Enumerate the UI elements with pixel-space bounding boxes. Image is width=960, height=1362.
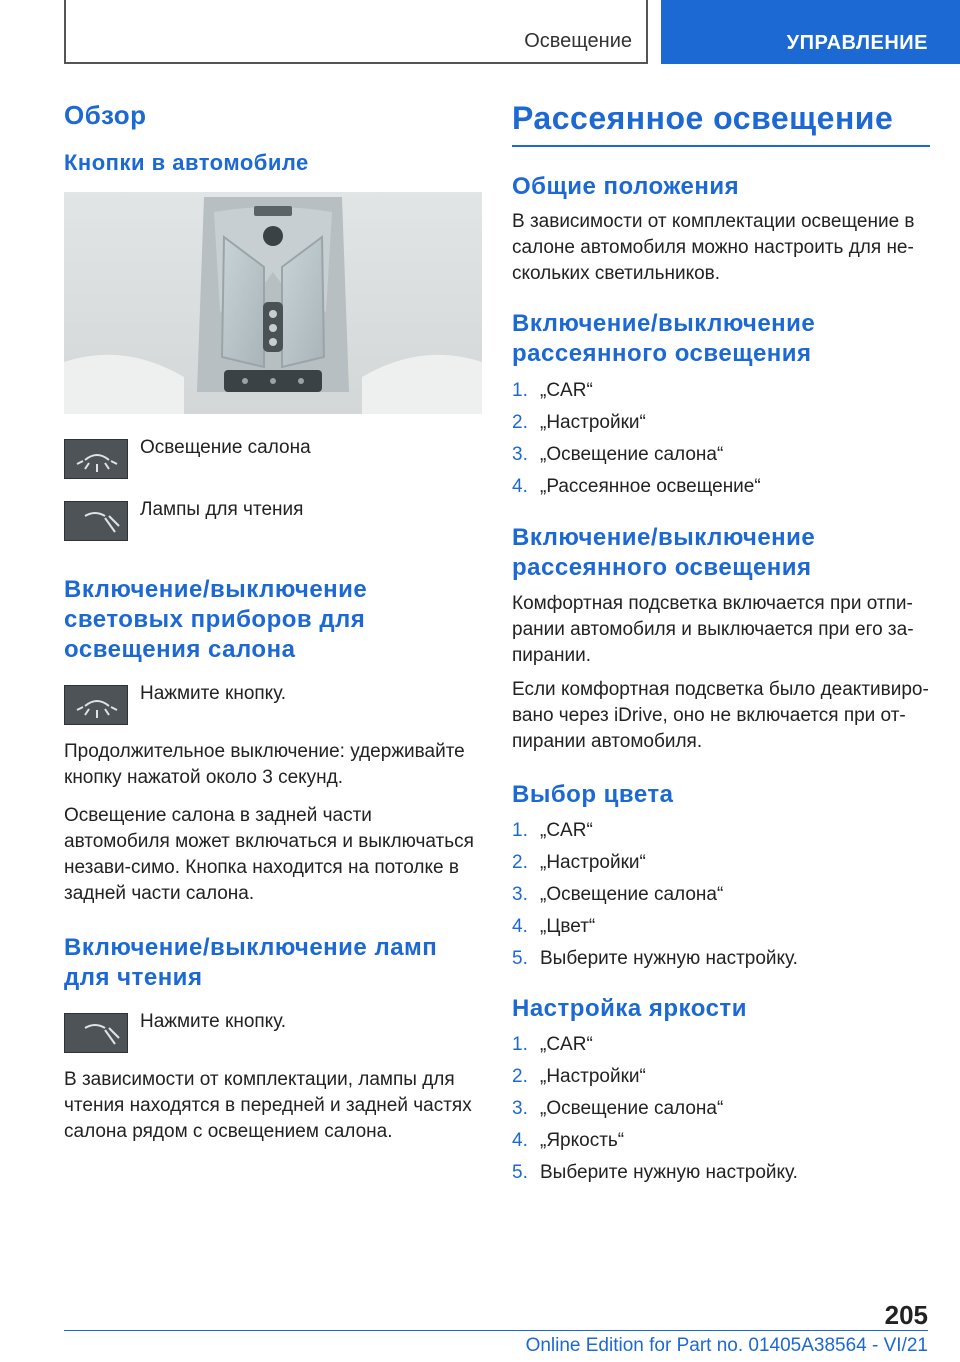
brightness-heading: Настройка яркости xyxy=(512,995,747,1022)
long-press-text: Продолжительное выключение: удерживайте кнопку нажатой около 3 секунд. xyxy=(64,741,465,788)
rear-light-text: Освещение салона в задней части автомобиля может включаться и выключаться незави-симо. Кнопка находится на потолке в задней части салона. xyxy=(64,805,474,904)
step-item: 1. „CAR“ xyxy=(512,820,593,841)
step-item: 1. „CAR“ xyxy=(512,380,593,401)
ambient-onoff-heading: Включение/выключение рассеянного освещения xyxy=(512,310,816,367)
buttons-subtitle: Кнопки в автомобиле xyxy=(64,150,309,175)
step-item: 2. „Настройки“ xyxy=(512,852,646,873)
general-heading: Общие положения xyxy=(512,173,740,200)
comfort-light-text-2: Если комфортная подсветка было деактивиро-вано через iDrive, оно не включается при от-пирании автомобиля. xyxy=(512,679,929,752)
overhead-console-photo xyxy=(64,192,482,414)
general-text: В зависимости от комплектации освещение в салоне автомобиля можно настроить для не-скольких светильников. xyxy=(512,211,915,284)
footer-divider xyxy=(64,1330,928,1331)
step-item: 2. „Настройки“ xyxy=(512,1066,646,1087)
interior-light-instruction xyxy=(64,685,482,725)
legend-reading-light xyxy=(64,501,482,541)
brightness-steps xyxy=(512,1029,930,1189)
step-item: 5. Выберите нужную настройку. xyxy=(512,1162,798,1183)
step-item: 5. Выберите нужную настройку. xyxy=(512,948,798,969)
interior-light-icon xyxy=(64,439,128,479)
header-chapter-tab xyxy=(661,0,960,64)
footer-edition: Online Edition for Part no. 01405A38564 - VI/21 xyxy=(525,1335,928,1356)
ambient-light-title: Рассеянное освещение xyxy=(512,100,930,147)
header-section-tab xyxy=(64,0,648,64)
comfort-light-text-1: Комфортная подсветка включается при отпи-рании автомобиля и выключается при его за-пирании. xyxy=(512,593,914,666)
reading-light-location-text: В зависимости от комплектации, лампы для чтения находятся в передней и задней частях салона рядом с освещением салона. xyxy=(64,1069,472,1142)
right-column xyxy=(512,100,930,1189)
step-item: 4. „Яркость“ xyxy=(512,1130,625,1151)
legend-interior-light-label: Освещение салона xyxy=(140,437,311,458)
comfort-light-heading: Включение/выключение рассеянного освещения xyxy=(512,524,816,581)
page-number: 205 xyxy=(884,1300,928,1330)
interior-light-onoff-heading: Включение/выключение световых приборов для освещения салона xyxy=(64,576,368,663)
step-item: 3. „Освещение салона“ xyxy=(512,444,724,465)
header-chapter-title: УПРАВЛЕНИЕ xyxy=(786,32,928,54)
reading-light-instruction xyxy=(64,1013,482,1053)
color-selection-steps xyxy=(512,815,930,975)
interior-light-icon xyxy=(64,685,128,725)
header-section-title: Освещение xyxy=(524,30,632,52)
step-item: 4. „Рассеянное освещение“ xyxy=(512,476,761,497)
color-selection-heading: Выбор цвета xyxy=(512,781,674,808)
overview-title: Обзор xyxy=(64,100,147,130)
step-item: 1. „CAR“ xyxy=(512,1034,593,1055)
press-button-text: Нажмите кнопку. xyxy=(140,683,287,704)
ambient-onoff-steps xyxy=(512,375,930,503)
step-item: 3. „Освещение салона“ xyxy=(512,884,724,905)
reading-light-icon xyxy=(64,1013,128,1053)
step-item: 2. „Настройки“ xyxy=(512,412,646,433)
step-item: 3. „Освещение салона“ xyxy=(512,1098,724,1119)
legend-reading-light-label: Лампы для чтения xyxy=(140,499,304,520)
step-item: 4. „Цвет“ xyxy=(512,916,596,937)
reading-light-icon xyxy=(64,501,128,541)
press-button-text: Нажмите кнопку. xyxy=(140,1011,287,1032)
legend-interior-light xyxy=(64,439,482,479)
left-column xyxy=(64,100,482,1145)
reading-light-onoff-heading: Включение/выключение ламп для чтения xyxy=(64,934,438,991)
